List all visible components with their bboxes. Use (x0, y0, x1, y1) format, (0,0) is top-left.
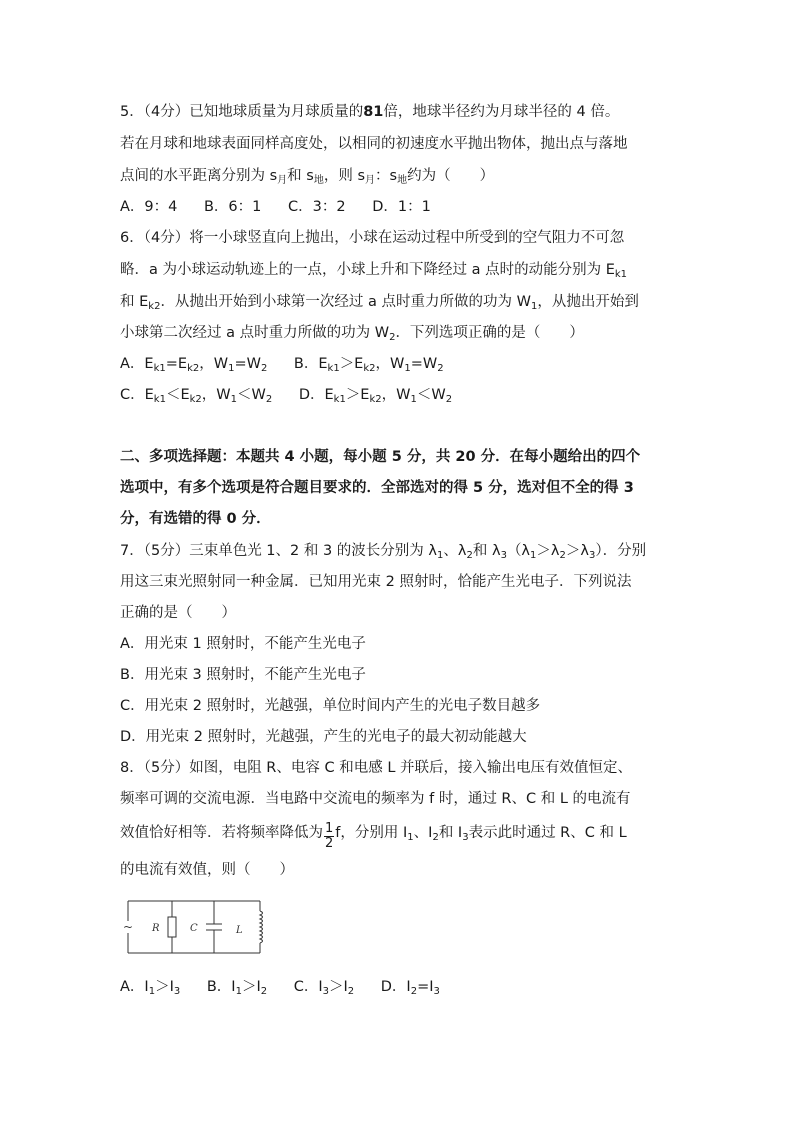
q7-line-3: 正确的是（ ） (120, 605, 236, 621)
q5-option-d[interactable]: D．1：1 (372, 199, 431, 215)
q7-line-1: 7．（5分）三束单色光 1、2 和 3 的波长分别为 $\lambda_1$、$\lambda_2$和 $\lambda_3(\lambda_1>\lambda_2>\lambda_3)$．分别 (120, 543, 647, 561)
q8-options (120, 977, 440, 997)
q5-options (120, 197, 453, 217)
q6-option-d[interactable]: D．$E_{k1}>E_{k2}$，$W_1<W_2$ (298, 387, 453, 405)
q6-line-2: 略．a 为小球运动轨迹上的一点，小球上升和下降经过 a 点时的动能分别为 $E_{k1}$ (120, 262, 628, 280)
q5-option-c[interactable]: C．3：2 (288, 199, 346, 215)
q8-line-1: 8．（5分）如图，电阻 R、电容 C 和电感 L 并联后，接入输出电压有效值恒定、 (120, 760, 633, 776)
q5-option-b[interactable]: B．6：1 (203, 199, 262, 215)
q7-option-c[interactable]: C．用光束 2 照射时，光越强，单位时间内产生的光电子数目越多 (120, 698, 541, 714)
q8-option-c[interactable]: C．$I_3>I_2$ (293, 979, 355, 997)
q6-option-a[interactable]: A．$E_{k1}=E_{k2}$，$W_1=W_2$ (120, 356, 268, 374)
q6-option-b[interactable]: B．$E_{k1}>E_{k2}$，$W_1=W_2$ (293, 356, 444, 374)
q6-line-3: 和 $E_{k2}$．从抛出开始到小球第一次经过 a 点时重力所做的功为 $W_1$，从抛出开始到 (120, 294, 639, 312)
q7-option-b[interactable]: B．用光束 3 照射时，不能产生光电子 (120, 667, 366, 683)
q8-option-d[interactable]: D．$I_2=I_3$ (380, 979, 440, 997)
q7-line-2: 用这三束光照射同一种金属．已知用光束 2 照射时，恰能产生光电子．下列说法 (120, 574, 632, 590)
q7-option-a[interactable]: A．用光束 1 照射时，不能产生光电子 (120, 636, 366, 652)
label-l: L (236, 925, 243, 936)
q7-option-d[interactable]: D．用光束 2 照射时，光越强，产生的光电子的最大初动能越大 (120, 729, 527, 745)
q5-option-a[interactable]: A．9：4 (120, 199, 178, 215)
q6-options-ab (120, 354, 444, 374)
q5-line-1: 5．（4分）已知地球质量为月球质量的81倍，地球半径约为月球半径的 4 倍。 (120, 104, 620, 120)
q8-line-2: 频率可调的交流电源．当电路中交流电的频率为 f 时，通过 R、C 和 L 的电流有 (120, 791, 631, 807)
q5-line-2: 若在月球和地球表面同样高度处，以相同的初速度水平抛出物体，抛出点与落地 (120, 136, 628, 152)
q8-option-b[interactable]: B．$I_1>I_2$ (206, 979, 268, 997)
q6-options-cd (120, 385, 452, 405)
section2-line-1: 二、多项选择题：本题共 4 小题，每小题 5 分，共 20 分．在每小题给出的四个 (120, 449, 641, 465)
ac-source-symbol: ~ (123, 920, 134, 934)
q6-line-4: 小球第二次经过 a 点时重力所做的功为 $W_2$．下列选项正确的是（ ） (120, 325, 584, 343)
fraction-one-half: $\frac{1}{2}$ (325, 821, 334, 851)
section2-line-3: 分，有选错的得 0 分． (120, 511, 271, 527)
q5-line-3: 点间的水平距离分别为 $s_月$和 $s_地$，则 $s_月$：$s_地$约为（ ） (120, 168, 495, 186)
label-r: R (152, 923, 160, 934)
circuit-diagram (118, 893, 278, 961)
section2-line-2: 选项中，有多个选项是符合题目要求的．全部选对的得 5 分，选对但不全的得 3 (120, 480, 634, 496)
q8-line-3: 效值恰好相等．若将频率降低为 $\frac{1}{2}$ f，分别用 $I_1$、$I_2$和 $I_3$表示此时通过 R、C 和 L (120, 821, 627, 851)
q8-line-4: 的电流有效值，则（ ） (120, 862, 294, 878)
q6-option-c[interactable]: C．$E_{k1}<E_{k2}$，$W_1<W_2$ (120, 387, 273, 405)
q6-line-1: 6．（4分）将一小球竖直向上抛出，小球在运动过程中所受到的空气阻力不可忽 (120, 230, 625, 246)
q8-option-a[interactable]: A．$I_1>I_3$ (120, 979, 181, 997)
label-c: C (190, 923, 198, 934)
